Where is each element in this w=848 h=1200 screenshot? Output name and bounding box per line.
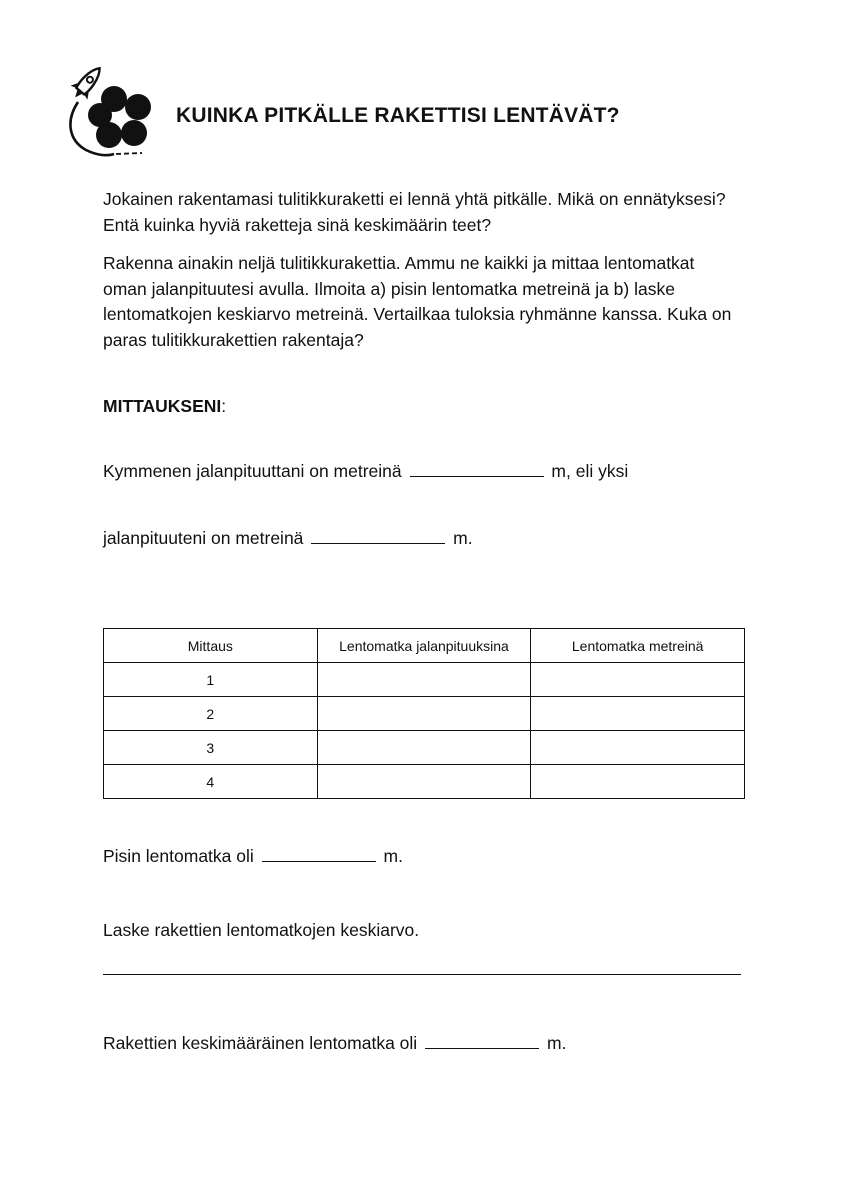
distance-meters-cell[interactable] bbox=[531, 697, 745, 731]
average-prompt: Laske rakettien lentomatkojen keskiarvo. bbox=[103, 920, 420, 940]
page-title: KUINKA PITKÄLLE RAKETTISI LENTÄVÄT? bbox=[176, 104, 620, 127]
row-number: 2 bbox=[104, 697, 318, 731]
distance-feet-cell[interactable] bbox=[317, 765, 531, 799]
table-row bbox=[104, 663, 745, 697]
row-number: 3 bbox=[104, 731, 318, 765]
distance-meters-cell[interactable] bbox=[531, 731, 745, 765]
longest-flight-line bbox=[103, 846, 403, 867]
table-row bbox=[104, 697, 745, 731]
measurements-heading-suffix: : bbox=[221, 396, 227, 416]
measurements-heading bbox=[103, 396, 226, 417]
average-flight-text: Rakettien keskimääräinen lentomatka oli bbox=[103, 1033, 418, 1053]
average-flight-unit: m. bbox=[546, 1033, 567, 1053]
table-row bbox=[104, 731, 745, 765]
ten-feet-line bbox=[103, 461, 628, 482]
distance-meters-cell[interactable] bbox=[531, 663, 745, 697]
intro-paragraph-2: Rakenna ainakin neljä tulitikkurakettia. Ammu ne kaikki ja mittaa lentomatkat oman jalanpituutesi avulla. Ilmoita a) pisin lentomatka metreinä ja b) laske lentomatkojen keskiarvo metreinä. Vertailkaa tuloksia ryhmänne kanssa. Kuka on paras tulitikkurakettien rakentaja? bbox=[103, 253, 732, 350]
ten-feet-unit: m, eli yksi bbox=[551, 461, 629, 481]
column-header-measurement: Mittaus bbox=[104, 629, 318, 663]
longest-flight-text: Pisin lentomatka oli bbox=[103, 846, 254, 866]
distance-feet-cell[interactable] bbox=[317, 697, 531, 731]
table-header-row bbox=[104, 629, 745, 663]
one-foot-unit: m. bbox=[453, 528, 473, 548]
intro-paragraph-1: Jokainen rakentamasi tulitikkuraketti ei lennä yhtä pitkälle. Mikä on ennätyksesi? Entä kuinka hyviä raketteja sinä keskimäärin teet? bbox=[103, 189, 726, 235]
measurements-heading-text: MITTAUKSENI bbox=[103, 396, 222, 416]
longest-flight-blank[interactable] bbox=[262, 847, 376, 862]
ten-feet-text: Kymmenen jalanpituuttani on metreinä bbox=[103, 461, 402, 481]
rocket-flower-logo-icon bbox=[64, 62, 164, 164]
measurement-table bbox=[103, 628, 745, 799]
one-foot-text: jalanpituuteni on metreinä bbox=[103, 528, 304, 548]
longest-flight-unit: m. bbox=[383, 846, 403, 866]
average-flight-line bbox=[103, 1033, 566, 1054]
column-header-distance-feet: Lentomatka jalanpituuksina bbox=[317, 629, 531, 663]
one-foot-blank[interactable] bbox=[311, 529, 445, 544]
table-row bbox=[104, 765, 745, 799]
distance-feet-cell[interactable] bbox=[317, 663, 531, 697]
column-header-distance-meters: Lentomatka metreinä bbox=[531, 629, 745, 663]
row-number: 1 bbox=[104, 663, 318, 697]
one-foot-line bbox=[103, 528, 473, 549]
average-flight-blank[interactable] bbox=[425, 1034, 539, 1049]
distance-meters-cell[interactable] bbox=[531, 765, 745, 799]
average-calculation-line[interactable] bbox=[103, 974, 741, 975]
distance-feet-cell[interactable] bbox=[317, 731, 531, 765]
row-number: 4 bbox=[104, 765, 318, 799]
ten-feet-blank[interactable] bbox=[410, 462, 544, 477]
